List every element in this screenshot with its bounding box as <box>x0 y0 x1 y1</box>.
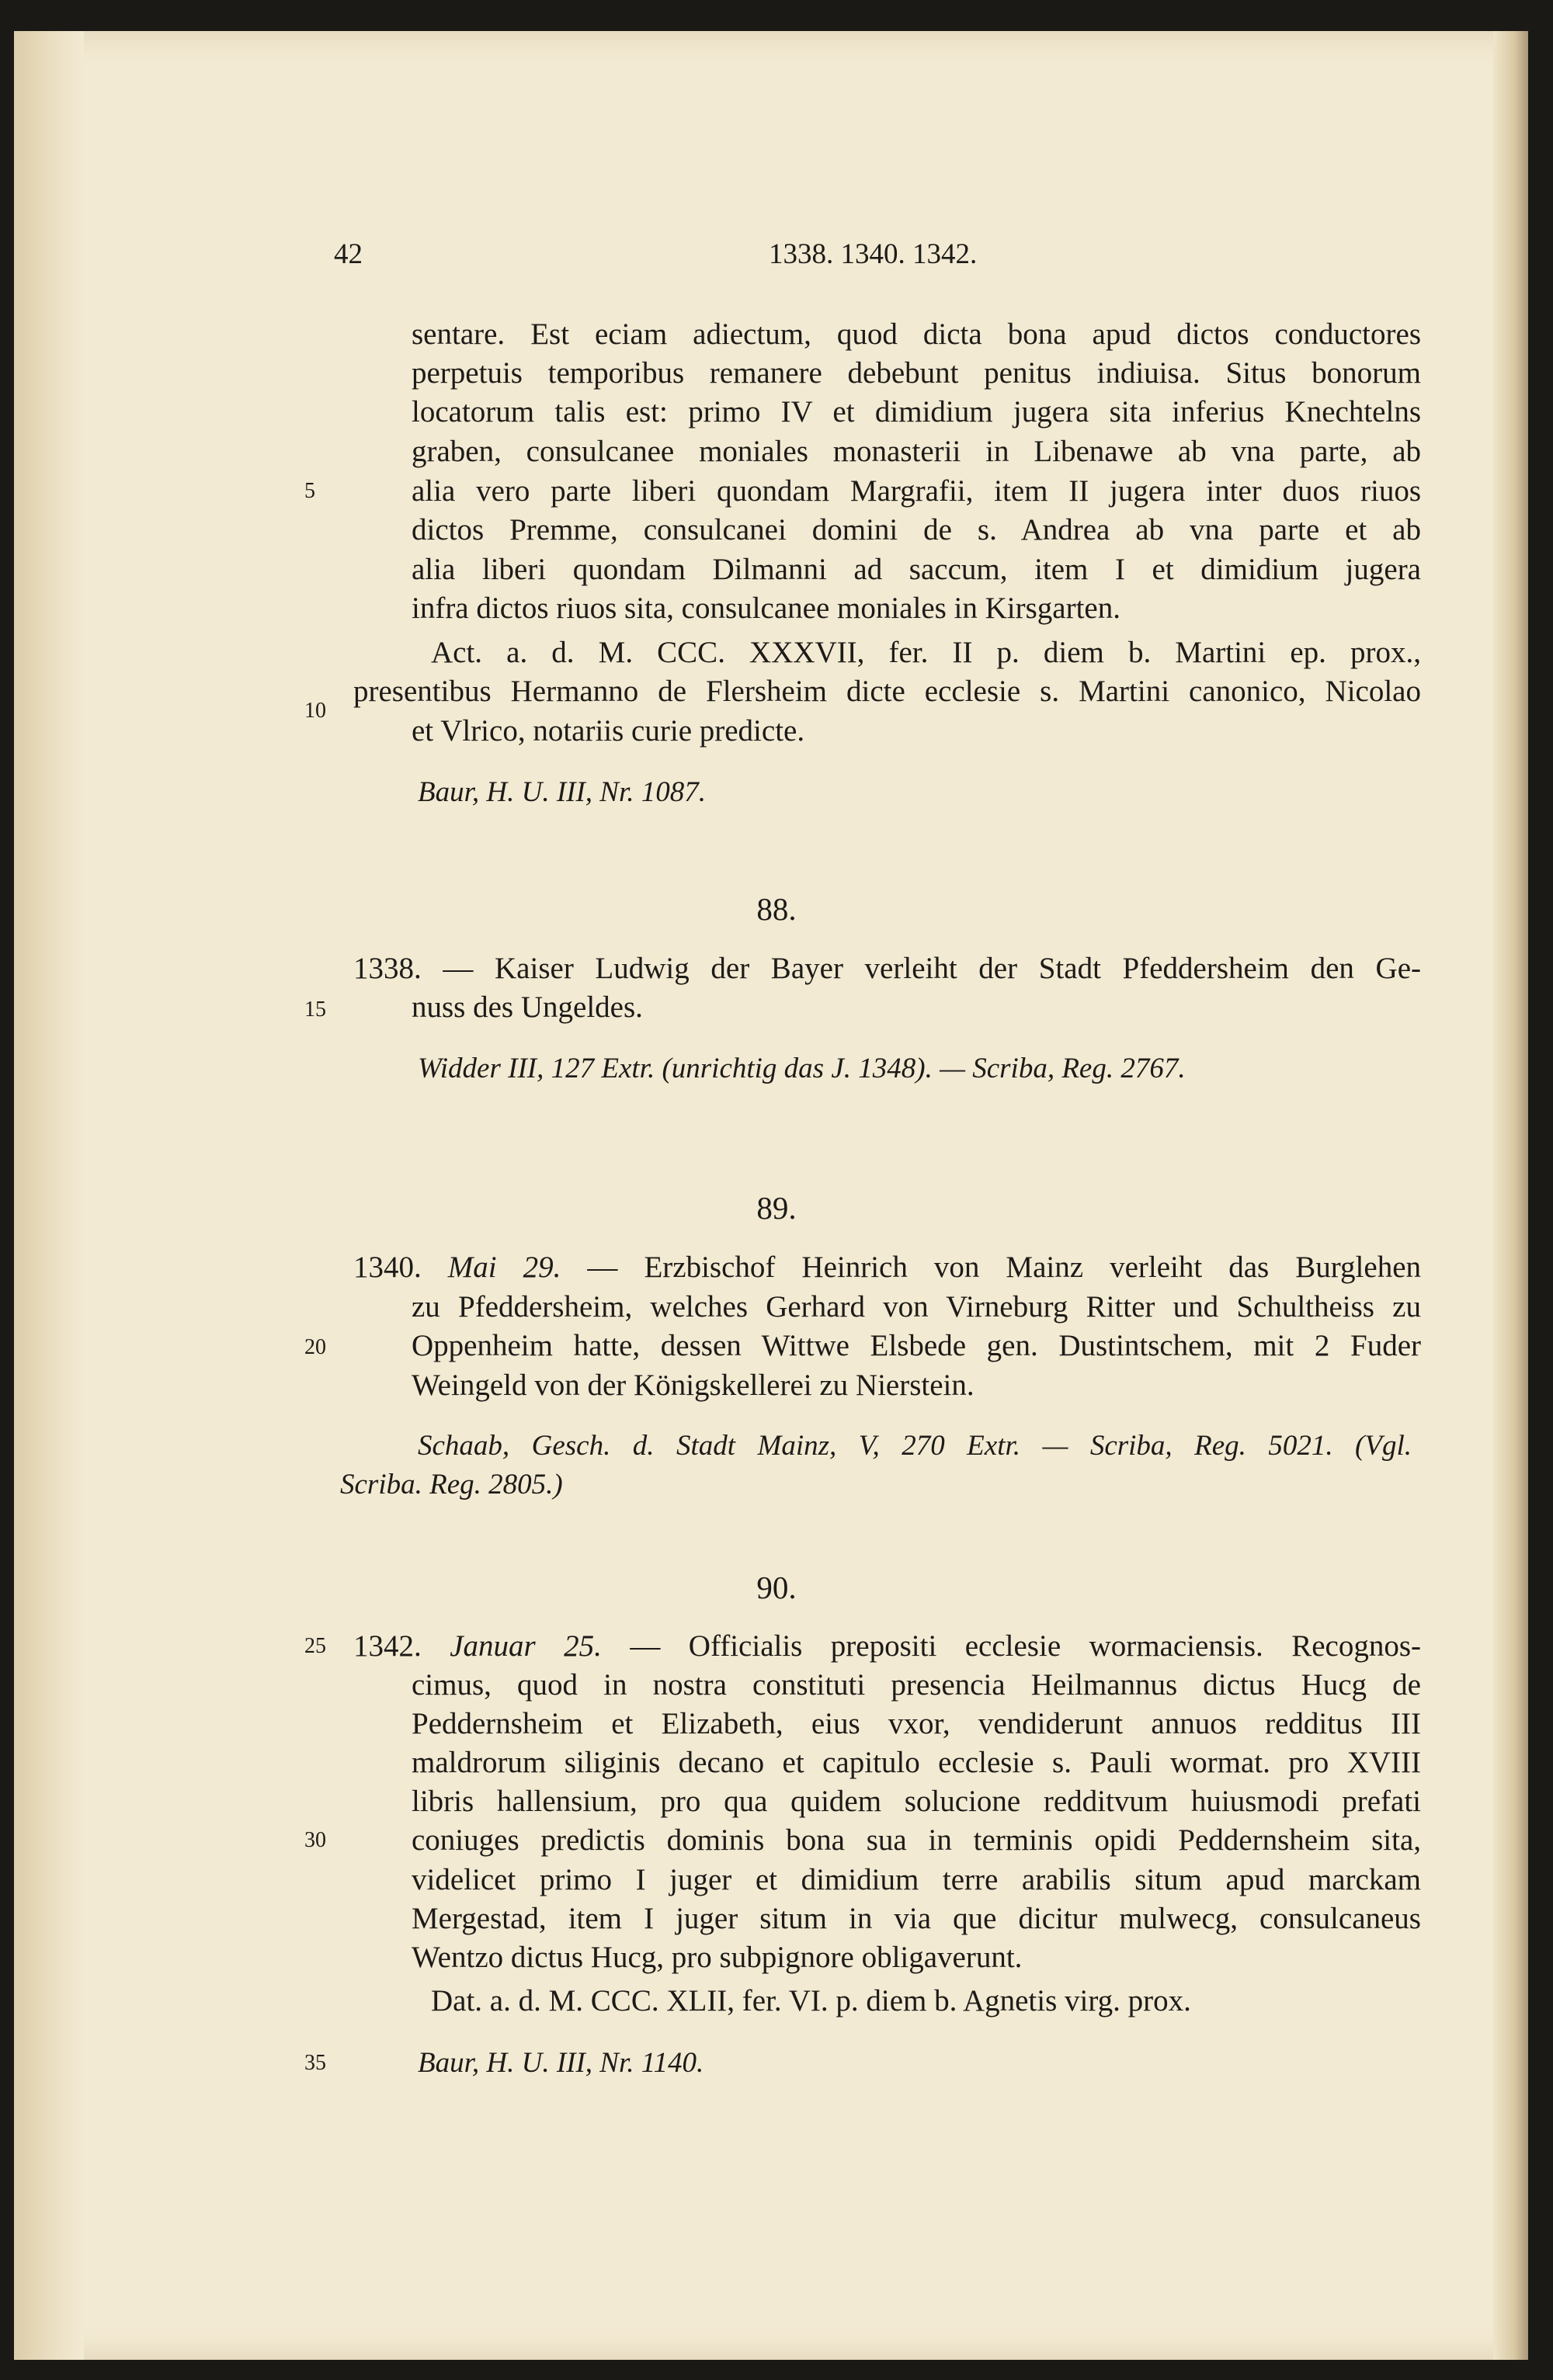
text-line: nuss des Ungeldes. <box>412 991 643 1024</box>
regest-text: — Erzbischof Heinrich von Mainz verleiht das Burglehen <box>587 1251 1421 1284</box>
regest-text: — Officialis prepositi ecclesie wormaciensis. Recognos- <box>630 1629 1422 1663</box>
regest-text: — Kaiser Ludwig der Bayer verleiht der Stadt Pfeddersheim den Ge- <box>443 952 1422 985</box>
regest-date: Januar 25. <box>450 1629 602 1663</box>
text-line: Peddernsheim et Elizabeth, eius vxor, vendiderunt annuos redditus III <box>412 1707 1421 1740</box>
document-number: 90. <box>756 1570 797 1605</box>
line-number: 20 <box>304 1335 326 1359</box>
text-line: cimus, quod in nostra constituti presencia Heilmannus dictus Hucg de <box>412 1668 1421 1702</box>
text-line: alia vero parte liberi quondam Margrafii, item II jugera inter duos riuos <box>412 474 1421 508</box>
document-number: 89. <box>756 1190 797 1226</box>
text-line: coniuges predictis dominis bona sua in terminis opidi Peddernsheim sita, <box>412 1823 1421 1857</box>
regest-first-line <box>353 1248 1421 1287</box>
source-citation: Widder III, 127 Extr. (unrichtig das J. 1348). — Scriba, Reg. 2767. <box>418 1053 1186 1084</box>
dating-line: et Vlrico, notariis curie predicte. <box>412 714 805 748</box>
line-number: 25 <box>304 1634 326 1658</box>
source-citation: Scriba. Reg. 2805.) <box>340 1469 563 1501</box>
regest-first-line <box>353 1627 1421 1666</box>
text-line: libris hallensium, pro qua quidem solucione redditvum huiusmodi prefati <box>412 1785 1421 1818</box>
text-line: alia liberi quondam Dilmanni ad saccum, item I et dimidium jugera <box>412 553 1421 586</box>
text-line: perpetuis temporibus remanere debebunt penitus indiuisa. Situs bonorum <box>412 356 1421 390</box>
line-number: 15 <box>304 997 326 1022</box>
text-line: Weingeld von der Königskellerei zu Nierstein. <box>412 1369 975 1402</box>
regest-date: Mai 29. <box>447 1251 561 1284</box>
text-line: infra dictos riuos sita, consulcanee moniales in Kirsgarten. <box>412 592 1120 625</box>
dating-line: presentibus Hermanno de Flersheim dicte ecclesie s. Martini canonico, Nicolao <box>353 675 1421 708</box>
text-line: sentare. Est eciam adiectum, quod dicta bona apud dictos conductores <box>412 317 1421 351</box>
text-line: Wentzo dictus Hucg, pro subpignore obligaverunt. <box>412 1941 1023 1974</box>
source-citation: Baur, H. U. III, Nr. 1087. <box>418 776 707 808</box>
source-citation: Schaab, Gesch. d. Stadt Mainz, V, 270 Extr. — Scriba, Reg. 5021. (Vgl. <box>418 1430 1412 1462</box>
line-number: 10 <box>304 699 326 723</box>
text-line: locatorum talis est: primo IV et dimidium jugera sita inferius Knechtelns <box>412 395 1421 428</box>
source-citation: Baur, H. U. III, Nr. 1140. <box>418 2047 704 2079</box>
line-number: 5 <box>304 479 315 503</box>
running-title: 1338. 1340. 1342. <box>769 238 978 270</box>
text-line: videlicet primo I juger et dimidium terre arabilis situm apud marckam <box>412 1863 1421 1896</box>
text-line: dictos Premme, consulcanei domini de s. Andrea ab vna parte et ab <box>412 513 1421 546</box>
text-line: graben, consulcanee moniales monasterii in Libenawe ab vna parte, ab <box>412 435 1421 468</box>
line-number: 30 <box>304 1828 326 1852</box>
regest-year: 1340. <box>353 1251 422 1284</box>
regest-year: 1338. <box>353 952 422 985</box>
page-number: 42 <box>334 238 363 270</box>
line-number: 35 <box>304 2051 326 2075</box>
text-line: maldrorum siliginis decano et capitulo ecclesie s. Pauli wormat. pro XVIII <box>412 1746 1421 1779</box>
text-line: Mergestad, item I juger situm in via que dicitur mulwecg, consulcaneus <box>412 1902 1421 1935</box>
dating-line: Dat. a. d. M. CCC. XLII, fer. VI. p. diem b. Agnetis virg. prox. <box>431 1984 1191 2017</box>
text-line: Oppenheim hatte, dessen Wittwe Elsbede gen. Dustintschem, mit 2 Fuder <box>412 1329 1421 1362</box>
document-number: 88. <box>756 891 797 927</box>
regest-first-line <box>353 949 1421 988</box>
text-line: zu Pfeddersheim, welches Gerhard von Virneburg Ritter und Schultheiss zu <box>412 1290 1421 1324</box>
dating-line: Act. a. d. M. CCC. XXXVII, fer. II p. diem b. Martini ep. prox., <box>431 636 1421 669</box>
regest-year: 1342. <box>353 1629 422 1663</box>
